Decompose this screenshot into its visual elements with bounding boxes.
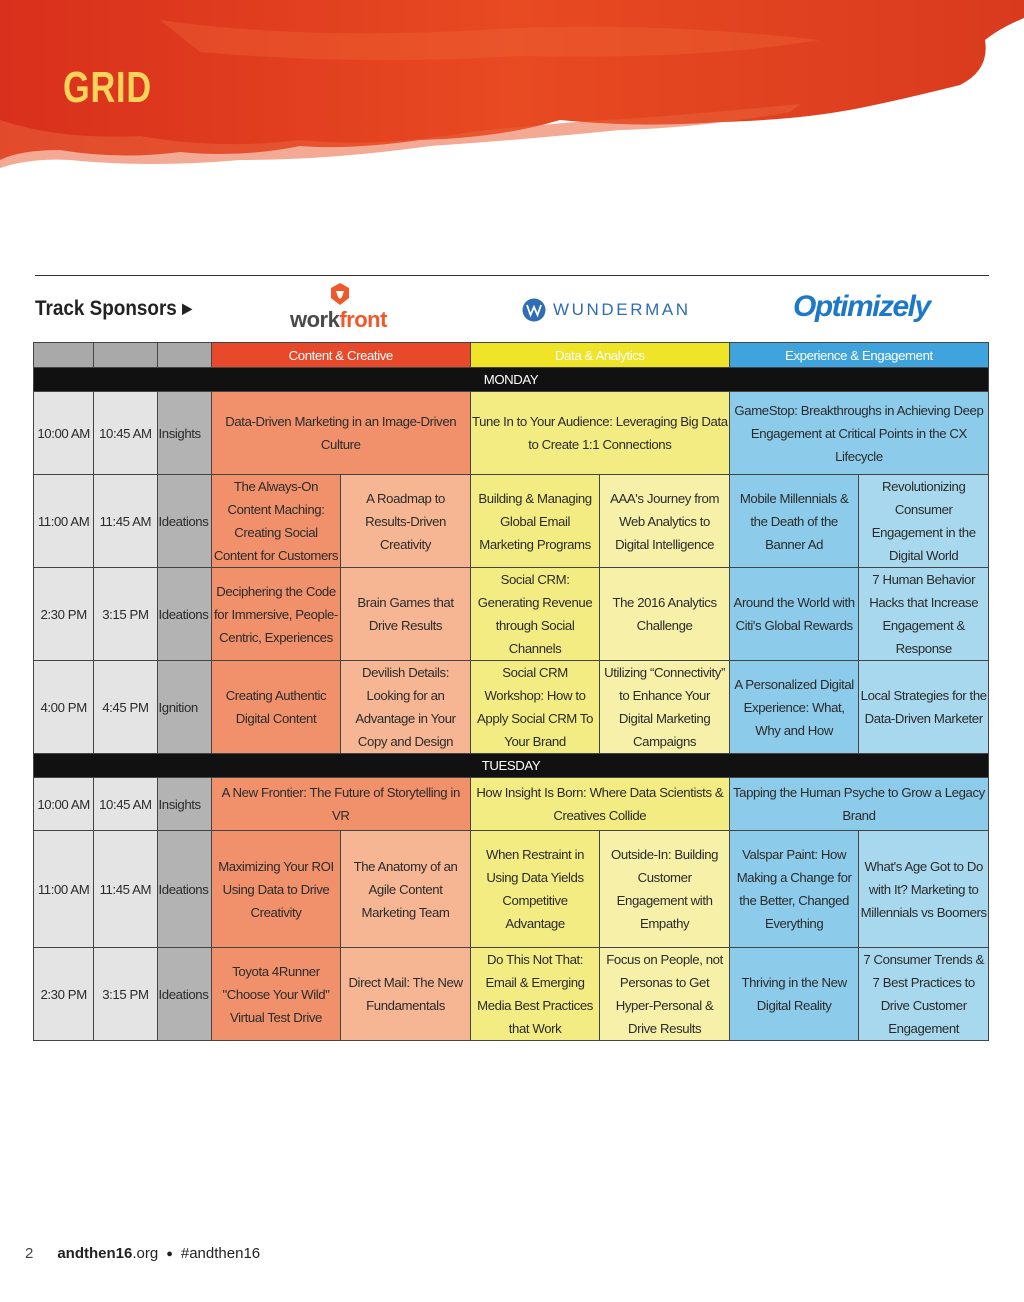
day-row — [34, 754, 989, 778]
track-sponsors-text: Track Sponsors — [35, 297, 177, 320]
session-cell: Devilish Details: Looking for an Advantage in Your Copy and Design — [341, 661, 471, 754]
divider — [35, 275, 989, 276]
session-cell: The 2016 Analytics Challenge — [600, 568, 730, 661]
blank-header-cell — [157, 343, 211, 368]
session-row — [34, 568, 989, 661]
optimizely-logo: Optimizely — [793, 290, 930, 323]
wunderman-text: WUNDERMAN — [553, 300, 691, 319]
session-row — [34, 475, 989, 568]
session-cell: Thriving in the New Digital Reality — [729, 948, 859, 1041]
session-cell: Tapping the Human Psyche to Grow a Legacy Brand — [729, 778, 988, 831]
start-time: 11:00 AM — [34, 831, 94, 948]
session-cell: What's Age Got to Do with It? Marketing to Millennials vs Boomers — [859, 831, 989, 948]
session-cell: Utilizing “Connectivity” to Enhance Your Digital Marketing Campaigns — [600, 661, 730, 754]
session-cell: A Personalized Digital Experience: What, Why and How — [729, 661, 859, 754]
track-header-row — [34, 343, 989, 368]
session-cell: Revolutionizing Consumer Engagement in the Digital World — [859, 475, 989, 568]
start-time: 2:30 PM — [34, 568, 94, 661]
session-cell: Toyota 4Runner "Choose Your Wild" Virtual Test Drive — [211, 948, 341, 1041]
session-row — [34, 778, 989, 831]
session-row — [34, 831, 989, 948]
workfront-logo — [290, 282, 390, 332]
session-cell: Valspar Paint: How Making a Change for the Better, Changed Everything — [729, 831, 859, 948]
session-cell: How Insight Is Born: Where Data Scientists & Creatives Collide — [470, 778, 729, 831]
session-cell: A Roadmap to Results-Driven Creativity — [341, 475, 471, 568]
footer-site-bold: andthen16 — [57, 1245, 133, 1262]
session-type: Ideations — [157, 948, 211, 1041]
end-time: 10:45 AM — [94, 392, 157, 475]
footer — [25, 1245, 260, 1262]
session-cell: Deciphering the Code for Immersive, People-Centric, Experiences — [211, 568, 341, 661]
workfront-text-a: work — [290, 307, 340, 332]
session-type: Ideations — [157, 568, 211, 661]
session-type: Insights — [157, 392, 211, 475]
day-label-monday: MONDAY — [34, 368, 989, 392]
session-cell: AAA's Journey from Web Analytics to Digital Intelligence — [600, 475, 730, 568]
track-data-analytics: Data & Analytics — [470, 343, 729, 368]
bullet-separator-icon: ● — [166, 1248, 173, 1260]
session-cell: Maximizing Your ROI Using Data to Drive Creativity — [211, 831, 341, 948]
start-time: 4:00 PM — [34, 661, 94, 754]
end-time: 4:45 PM — [94, 661, 157, 754]
session-cell: Direct Mail: The New Fundamentals — [341, 948, 471, 1041]
session-cell: A New Frontier: The Future of Storytelling in VR — [211, 778, 470, 831]
session-cell: Social CRM: Generating Revenue through Social Channels — [470, 568, 600, 661]
session-type: Ideations — [157, 831, 211, 948]
session-cell: Data-Driven Marketing in an Image-Driven Culture — [211, 392, 470, 475]
footer-site-rest: .org — [132, 1245, 159, 1262]
session-cell: Local Strategies for the Data-Driven Marketer — [859, 661, 989, 754]
start-time: 10:00 AM — [34, 778, 94, 831]
session-row — [34, 392, 989, 475]
end-time: 11:45 AM — [94, 831, 157, 948]
blank-header-cell — [34, 343, 94, 368]
session-cell: The Anatomy of an Agile Content Marketing Team — [341, 831, 471, 948]
end-time: 3:15 PM — [94, 948, 157, 1041]
workfront-text-b: front — [339, 307, 387, 332]
end-time: 10:45 AM — [94, 778, 157, 831]
session-cell: Tune In to Your Audience: Leveraging Big Data to Create 1:1 Connections — [470, 392, 729, 475]
session-type: Insights — [157, 778, 211, 831]
wunderman-w-icon — [522, 298, 546, 322]
end-time: 3:15 PM — [94, 568, 157, 661]
day-row — [34, 368, 989, 392]
paint-stroke — [0, 0, 1024, 190]
track-sponsors-label — [35, 297, 192, 321]
session-row — [34, 661, 989, 754]
end-time: 11:45 AM — [94, 475, 157, 568]
session-cell: The Always-On Content Maching: Creating Social Content for Customers — [211, 475, 341, 568]
session-cell: GameStop: Breakthroughs in Achieving Deep Engagement at Critical Points in the CX Lifecycle — [729, 392, 988, 475]
session-cell: Building & Managing Global Email Marketing Programs — [470, 475, 600, 568]
session-type: Ideations — [157, 475, 211, 568]
watercolor-banner — [0, 0, 1024, 190]
start-time: 11:00 AM — [34, 475, 94, 568]
session-cell: Do This Not That: Email & Emerging Media Best Practices that Work — [470, 948, 600, 1041]
start-time: 10:00 AM — [34, 392, 94, 475]
day-label-tuesday: TUESDAY — [34, 754, 989, 778]
session-cell: Creating Authentic Digital Content — [211, 661, 341, 754]
page-number: 2 — [25, 1245, 34, 1262]
session-cell: 7 Human Behavior Hacks that Increase Engagement & Response — [859, 568, 989, 661]
blank-header-cell — [94, 343, 157, 368]
session-type: Ignition — [157, 661, 211, 754]
page-title: GRID — [63, 63, 152, 112]
session-row — [34, 948, 989, 1041]
session-cell: Focus on People, not Personas to Get Hyper-Personal & Drive Results — [600, 948, 730, 1041]
wunderman-logo — [522, 296, 691, 324]
track-experience-engagement: Experience & Engagement — [729, 343, 988, 368]
session-cell: Outside-In: Building Customer Engagement with Empathy — [600, 831, 730, 948]
session-cell: When Restraint in Using Data Yields Competitive Advantage — [470, 831, 600, 948]
start-time: 2:30 PM — [34, 948, 94, 1041]
play-arrow-icon: ▶ — [182, 300, 192, 316]
session-cell: Around the World with Citi's Global Rewards — [729, 568, 859, 661]
schedule-grid — [33, 342, 989, 1041]
session-cell: Mobile Millennials & the Death of the Banner Ad — [729, 475, 859, 568]
session-cell: Social CRM Workshop: How to Apply Social CRM To Your Brand — [470, 661, 600, 754]
session-cell: Brain Games that Drive Results — [341, 568, 471, 661]
footer-hashtag: #andthen16 — [180, 1245, 261, 1262]
lion-icon — [329, 282, 351, 306]
session-cell: 7 Consumer Trends & 7 Best Practices to Drive Customer Engagement — [859, 948, 989, 1041]
track-content-creative: Content & Creative — [211, 343, 470, 368]
